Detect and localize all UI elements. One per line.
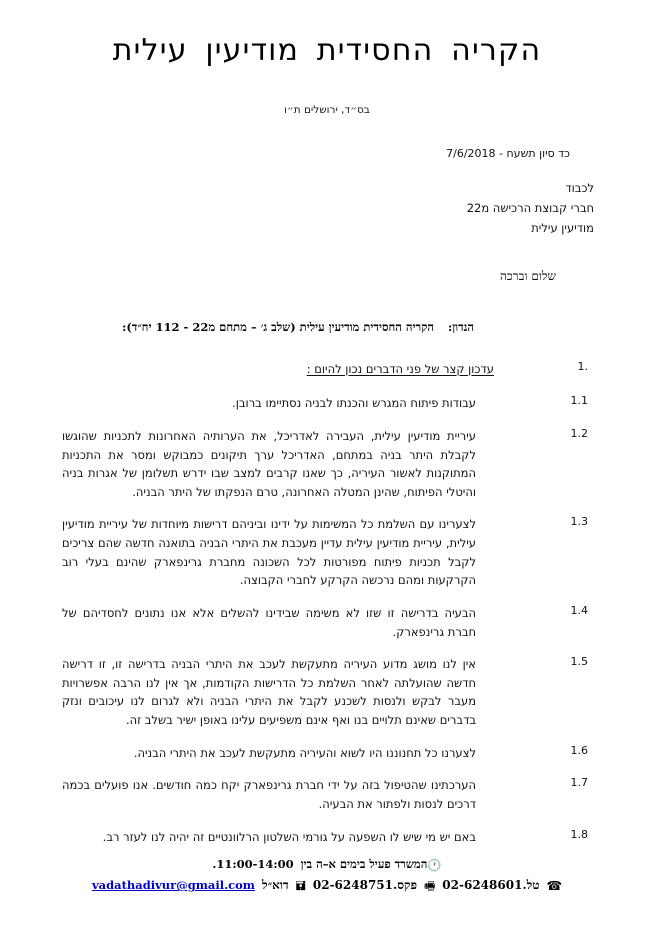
footer-mail-label: דוא״ל <box>261 878 289 893</box>
footer-hours-suffix: . <box>212 857 217 872</box>
letter-date: כד סיון תשעח - 7/6/2018 <box>446 147 570 161</box>
item-number: 1.2 <box>570 426 588 440</box>
fax-icon: 🖷 <box>423 879 436 894</box>
item-text: עבודות פיתוח המגרש והכנתו לבניה נסתיימו ברובן. <box>232 396 476 411</box>
addressee-line-2: חברי קבוצת הרכישה מ22 <box>466 201 594 216</box>
besd-line: בס״ד, ירושלים ת״ו <box>284 104 370 117</box>
item-text: הערכתינו שהטיפול בזה על ידי חברת גרינפארק יקח כמה חודשים. אנו פועלים בכמה דרכים לנסות ולפתור את הבעיה. <box>62 778 476 811</box>
footer-phone-label: טל. <box>522 878 540 893</box>
numbered-item <box>60 394 594 413</box>
item-number: 1.4 <box>570 603 588 617</box>
addressee-line-3: מודיעין עילית <box>531 220 594 235</box>
mail-icon: 🖬 <box>295 879 306 894</box>
item-number: 1. <box>577 359 588 373</box>
item-text: עיריית מודיעין עילית, העבירה לאדריכל, את הערותיה האחרונות לתכניות שהוגשו לקבלת היתר בניה במתחם, האדריכל ערך תיקונים כמבוקש ומסר את התכניות המתוקנות לאשור העיריה, כך שאנו קרבים למצב שבו ידרש תשלומן של אגרות בניה והיטלי הפיתוח, שהינן המטלה האחרונה, טרם הנפקתו של היתר הבניה. <box>62 428 476 499</box>
numbered-item <box>60 828 594 847</box>
subject-line <box>60 320 594 334</box>
item-number: 1.1 <box>570 394 588 408</box>
item-number: 1.3 <box>570 515 588 529</box>
item-text: באם יש מי שיש לו השפעה על גורמי השלטון הרלוונטיים זה יהיה לנו לעזר רב. <box>102 829 476 844</box>
numbered-item <box>60 776 594 813</box>
footer-fax-number: 02-6248751 <box>312 878 394 893</box>
numbered-item <box>60 427 594 502</box>
footer <box>0 856 654 895</box>
item-text: אין לנו מושג מדוע העיריה מתעקשת לעכב את היתרי הבניה בדרישה זו, זו דרישה חדשה שהועלתה לאחר השלמת כל הדרישות הקודמות, אך אין לנו הרבה אפשרויות מעבר לבקש ולנסות לשכנע לקבל את היתרי הבניה ולא לגרום לנו עיכובים ונזק בדברים שאינם תלויים בנו ואף אינם משפיעים עלינו באופן ישיר בשלב זה. <box>62 657 476 728</box>
footer-fax-label: פקס. <box>393 878 417 893</box>
numbered-item <box>60 360 594 379</box>
item-text: לצערינו עם השלמת כל המשימות על ידינו וביניהם דרישות מיוחדות של עיריית מודיעין עילית, עיריית מודיעין עילית עדיין מעכבת את היתרי הבניה בתואנה חדשה שהם צריכים לקבל תכניות פיתוח מפורטות לכל השכונה מחברת גרינפארק שהינם בעלי רוב הקרקעות ומהם נרכשה הקרקע לחברי הקבוצה. <box>62 517 476 588</box>
item-text: הבעיה בדרישה זו שזו לא משימה שבידינו להשלים אלא אנו נתונים לחסדיהם של חברת גרינפארק. <box>62 605 476 639</box>
addressee-block <box>60 179 594 238</box>
item-number: 1.5 <box>570 655 588 669</box>
item-number: 1.6 <box>570 743 588 757</box>
item-number: 1.7 <box>570 776 588 790</box>
numbered-item <box>60 604 594 641</box>
numbered-item <box>60 655 594 730</box>
greeting: שלום וברכה <box>500 268 556 283</box>
email-link[interactable]: vadathadivur@gmail.com <box>91 878 255 893</box>
item-text-underlined: עדכון קצר של פני הדברים נכון להיום : <box>306 361 494 376</box>
footer-hours-text: המשרד פעיל בימים א–ה בין <box>300 857 428 872</box>
numbered-item <box>60 744 594 763</box>
footer-contact-line <box>0 876 654 895</box>
letterhead <box>60 0 594 68</box>
footer-hours-line <box>0 856 654 874</box>
item-text <box>60 360 550 379</box>
subject-text: הקריה החסידית מודיעין עילית (שלב ג׳ – מתחם מ22 - 112 יח״ד): <box>122 319 434 334</box>
date-row <box>60 142 594 161</box>
item-text: לצערנו כל תחנוננו היו לשוא והעיריה מתעקשת לעכב את היתרי הבניה. <box>133 745 476 760</box>
numbered-item <box>60 515 594 590</box>
addressee-line-1: לכבוד <box>565 181 594 196</box>
footer-hours-value: 11:00-14:00 <box>216 857 294 872</box>
clock-icon: 🕐 <box>427 858 442 873</box>
item-number: 1.8 <box>570 827 588 841</box>
numbered-content <box>60 360 594 847</box>
organization-title: הקריה החסידית מודיעין עילית <box>112 33 542 68</box>
footer-phone-number[interactable]: 02-6248601 <box>442 878 523 893</box>
subject-label: הנדון: <box>447 319 474 334</box>
phone-icon: ☎ <box>546 878 563 894</box>
